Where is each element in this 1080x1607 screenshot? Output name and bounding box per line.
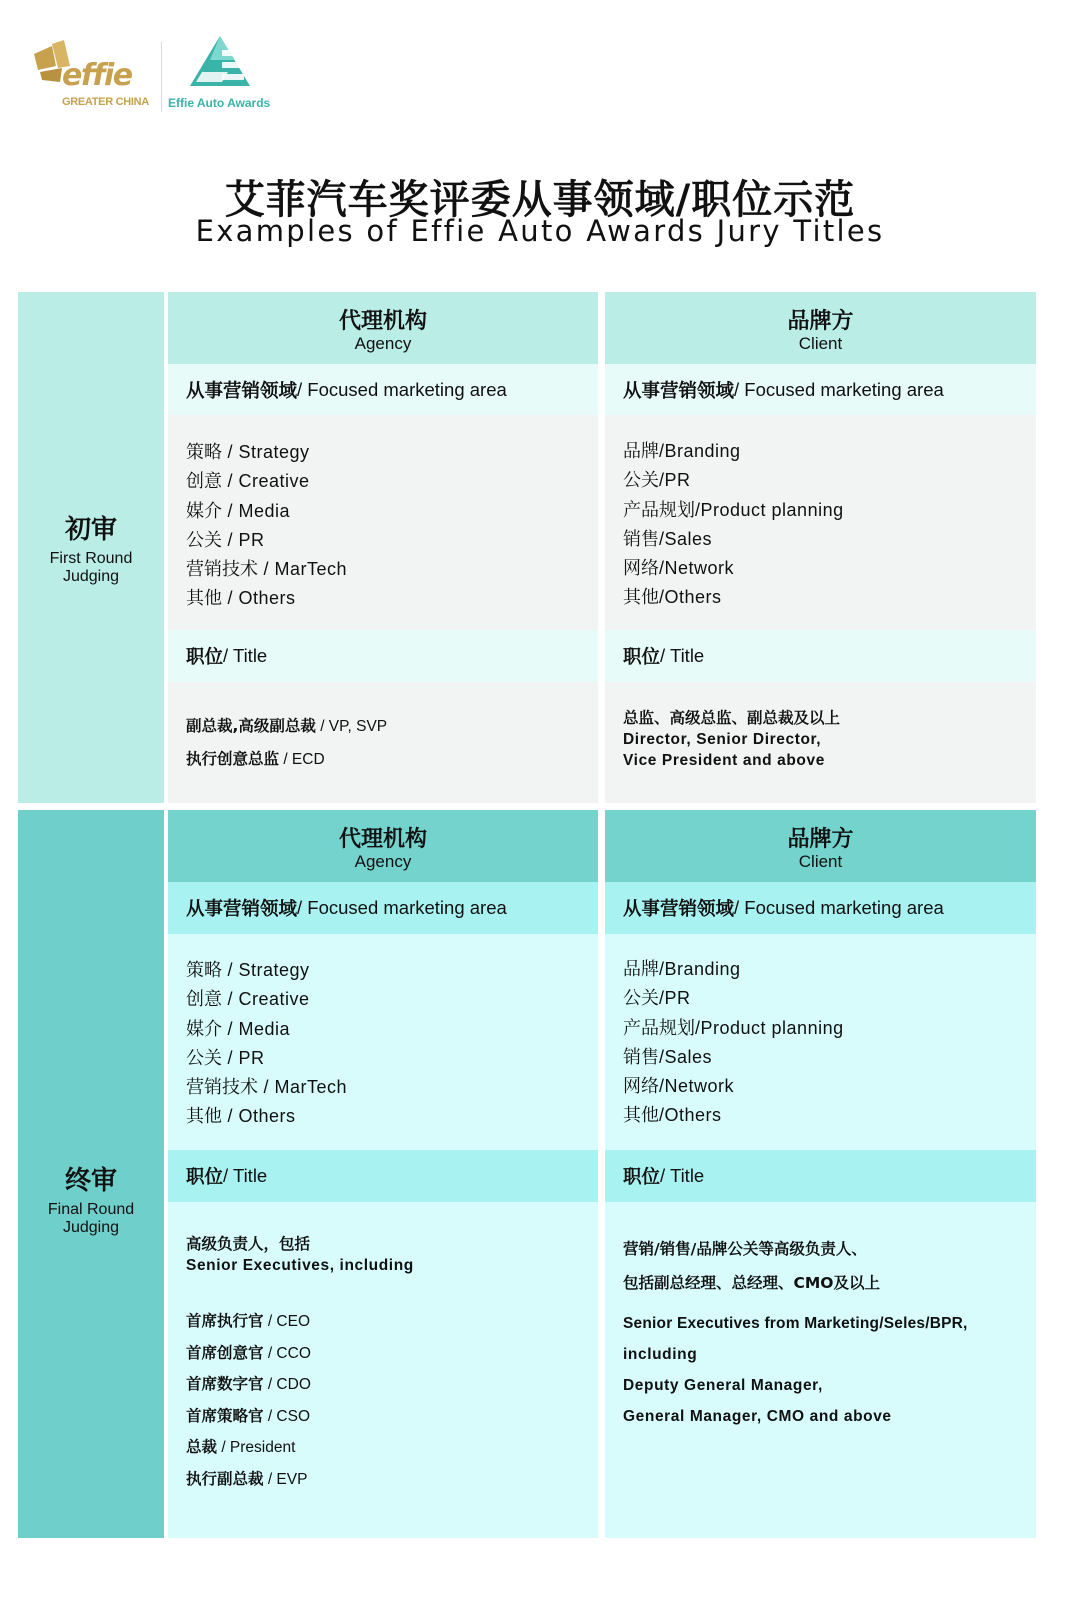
list-item: 执行创意总监 / ECD (186, 750, 325, 768)
effie-auto-logo-icon (188, 36, 262, 88)
list-item: 总裁 / President (186, 1438, 296, 1457)
list-item: 高级负责人，包括 (186, 1235, 311, 1253)
round2-label-en: Final Round Judging (47, 1200, 135, 1236)
round1-client-header: 品牌方 Client (605, 292, 1036, 364)
list-item: 公关 / PR (186, 1047, 265, 1069)
list-item: 产品规划/Product planning (623, 499, 844, 521)
round2-client-title-label: 职位 / Title (605, 1150, 1036, 1202)
list-item: 其他/Others (623, 587, 722, 609)
round2-agency-column (168, 810, 598, 1538)
round1-client-column (605, 292, 1036, 803)
list-item: 公关/PR (623, 470, 691, 492)
list-item: 销售/Sales (623, 1046, 713, 1068)
logo-area (30, 36, 350, 116)
round1-label-cn: 初审 (64, 515, 117, 545)
round2-agency-area-label: 从事营销领域 / Focused marketing area (168, 882, 598, 934)
list-item: 副总裁,高级副总裁 / VP, SVP (186, 717, 388, 735)
round2-label-cn: 终审 (64, 1165, 117, 1196)
round1-client-area-list (605, 415, 1036, 630)
list-item: 策略 / Strategy (186, 442, 310, 463)
round1-agency-header: 代理机构 Agency (168, 292, 598, 364)
list-item: 首席策略官 / CSO (186, 1406, 311, 1425)
list-item: 公关 / PR (186, 529, 265, 551)
round2-client-title-list (605, 1202, 1036, 1538)
round1-label-en: First Round Judging (49, 550, 133, 585)
list-item: Vice President and above (623, 752, 825, 769)
round2-agency-header: 代理机构 Agency (168, 810, 598, 882)
round1-agency-title-list (168, 682, 598, 803)
logo-divider (161, 42, 162, 112)
list-item: 销售/Sales (623, 528, 713, 550)
list-item: 总监、高级总监、副总裁及以上 (623, 709, 841, 727)
page-title-cn: 艾菲汽车奖评委从事领域/职位示范 (224, 177, 856, 223)
list-item: 其他 / Others (186, 588, 296, 610)
list-item: 网络/Network (623, 1076, 735, 1098)
round1-agency-title-label: 职位 / Title (168, 630, 598, 682)
round2-label (18, 810, 164, 1538)
list-item: 策略 / Strategy (186, 960, 310, 981)
round2-agency-title-list (168, 1202, 598, 1538)
list-item: 品牌/Branding (623, 959, 741, 980)
list-item: General Manager, CMO and above (623, 1408, 892, 1425)
page-title-en: Examples of Effie Auto Awards Jury Titles (195, 214, 885, 248)
round2-agency-title-label: 职位 / Title (168, 1150, 598, 1202)
list-item: 执行副总裁 / EVP (186, 1469, 308, 1488)
list-item: 其他/Others (623, 1105, 722, 1127)
list-item: 营销技术 / MarTech (186, 559, 348, 581)
list-item: 品牌/Branding (623, 441, 741, 462)
list-item: 创意 / Creative (186, 989, 310, 1011)
list-item: 媒介 / Media (186, 1018, 291, 1040)
list-item: 首席创意官 / CCO (186, 1343, 311, 1362)
list-item: 其他 / Others (186, 1106, 296, 1128)
round1-agency-area-label: 从事营销领域 / Focused marketing area (168, 364, 598, 415)
round1-client-title-list (605, 682, 1036, 803)
list-item: 包括副总经理、总经理、CMO及以上 (623, 1274, 880, 1292)
list-item: Senior Executives from Marketing/Seles/BPR, (623, 1315, 968, 1332)
list-item: including (623, 1346, 698, 1363)
round2-client-header: 品牌方 Client (605, 810, 1036, 882)
round2-client-column (605, 810, 1036, 1538)
list-item: 网络/Network (623, 558, 735, 580)
list-item: Senior Executives, including (186, 1257, 414, 1274)
round1-agency-area-list (168, 415, 598, 630)
effie-auto-logo-subtitle: Effie Auto Awards (168, 96, 271, 110)
list-item: 首席数字官 / CDO (186, 1375, 311, 1394)
effie-logo-text: effie (62, 58, 132, 93)
round1-client-area-label: 从事营销领域 / Focused marketing area (605, 364, 1036, 415)
effie-logo-subtitle: GREATER CHINA (62, 96, 149, 108)
round2-client-area-list (605, 934, 1036, 1150)
round1-client-title-label: 职位 / Title (605, 630, 1036, 682)
list-item: 媒介 / Media (186, 500, 291, 522)
round2-agency-area-list (168, 934, 598, 1150)
list-item: 产品规划/Product planning (623, 1017, 844, 1039)
round1-label (18, 292, 164, 803)
round1-agency-column (168, 292, 598, 803)
list-item: 公关/PR (623, 988, 691, 1010)
list-item: Deputy General Manager, (623, 1377, 823, 1394)
list-item: 营销技术 / MarTech (186, 1077, 348, 1099)
list-item: 首席执行官 / CEO (186, 1312, 311, 1330)
list-item: 创意 / Creative (186, 471, 310, 493)
round2-client-area-label: 从事营销领域 / Focused marketing area (605, 882, 1036, 934)
list-item: Director, Senior Director, (623, 731, 822, 748)
list-item: 营销/销售/品牌公关等高级负责人、 (623, 1240, 867, 1258)
